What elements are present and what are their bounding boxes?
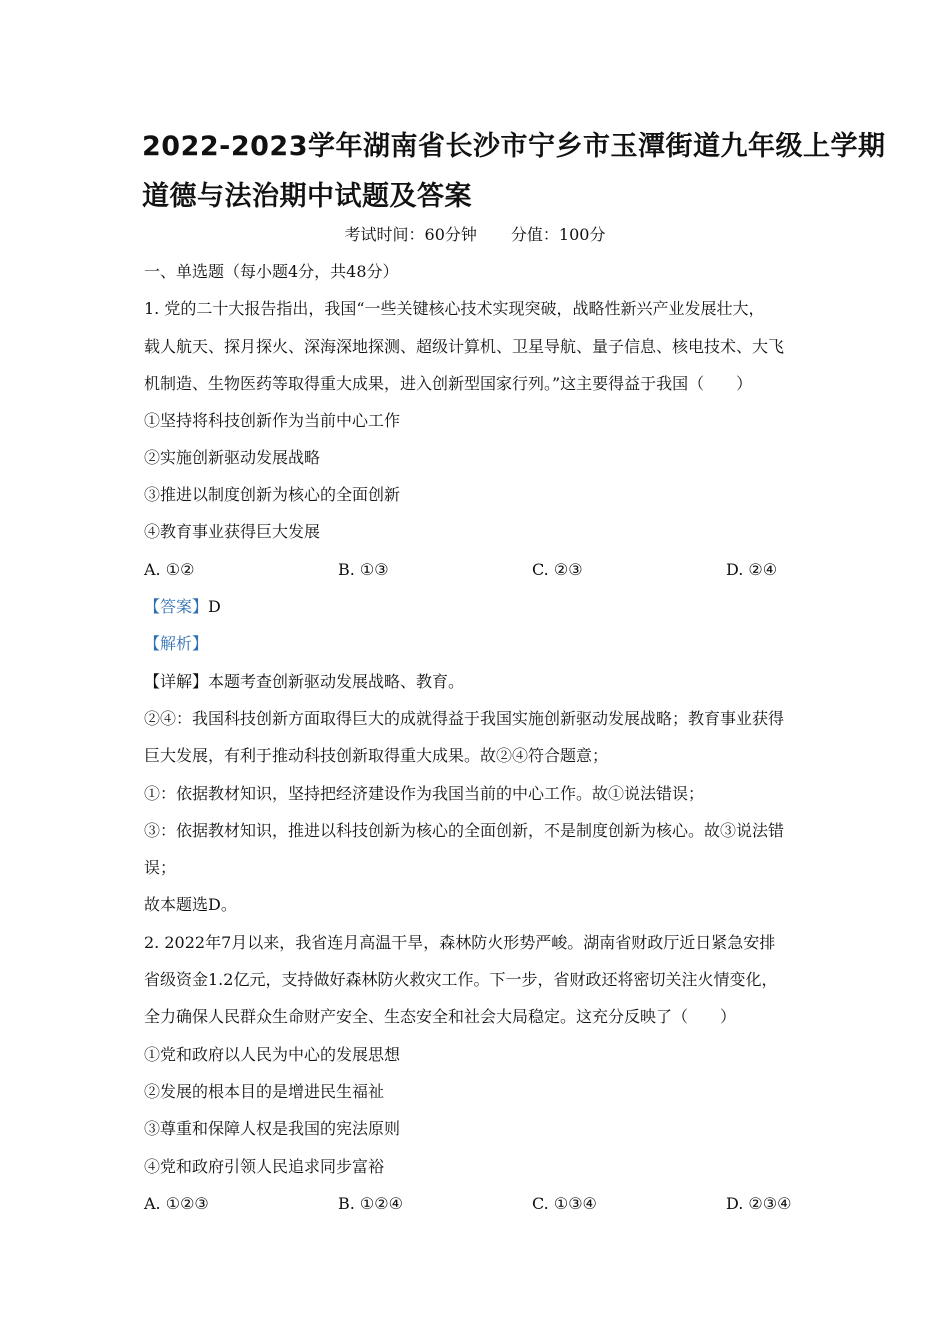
q2-statement: ③尊重和保障人权是我国的宪法原则 xyxy=(144,1119,401,1138)
analysis-tag: 【解析】 xyxy=(144,634,209,653)
q1-explanation-line: ①：依据教材知识，坚持把经济建设作为我国当前的中心工作。故①说法错误； xyxy=(144,784,705,803)
q2-stem-line: 全力确保人民群众生命财产安全、生态安全和社会大局稳定。这充分反映了（ ） xyxy=(144,1007,737,1026)
q2-option-c: C. ①③④ xyxy=(532,1194,597,1213)
q2-option-d: D. ②③④ xyxy=(726,1194,792,1213)
q1-explanation-line: ③：依据教材知识，推进以科技创新为核心的全面创新，不是制度创新为核心。故③说法错 xyxy=(144,821,785,840)
q2-statement: ②发展的根本目的是增进民生福祉 xyxy=(144,1082,385,1101)
q1-explanation-line: 故本题选D。 xyxy=(144,895,237,914)
detail-tag: 【详解】 xyxy=(144,672,209,691)
q1-explanation-line: 误； xyxy=(144,858,177,877)
section-heading: 一、单选题（每小题4分，共48分） xyxy=(144,262,399,281)
q1-analysis xyxy=(144,634,208,654)
answer-value: D xyxy=(208,597,221,616)
detail-text: 本题考查创新驱动发展战略、教育。 xyxy=(208,672,465,691)
answer-tag: 【答案】 xyxy=(144,597,209,616)
q2-option-b: B. ①②④ xyxy=(338,1194,403,1213)
q1-option-b: B. ①③ xyxy=(338,560,389,579)
exam-time: 考试时间：60分钟 xyxy=(344,225,477,244)
q1-stem-line: 机制造、生物医药等取得重大成果，进入创新型国家行列。”这主要得益于我国（ ） xyxy=(144,374,753,393)
q2-statement: ①党和政府以人民为中心的发展思想 xyxy=(144,1045,401,1064)
q1-detail xyxy=(144,672,464,692)
q1-option-c: C. ②③ xyxy=(532,560,583,579)
exam-score: 分值：100分 xyxy=(510,225,606,244)
document-title-line-1: 2022-2023学年湖南省长沙市宁乡市玉潭街道九年级上学期 xyxy=(142,131,886,162)
q2-stem-line: 2. 2022年7月以来，我省连月高温干旱，森林防火形势严峻。湖南省财政厅近日紧急安排 xyxy=(144,933,776,952)
exam-info xyxy=(0,225,950,245)
q1-statement: ④教育事业获得巨大发展 xyxy=(144,522,321,541)
document-title-line-2: 道德与法治期中试题及答案 xyxy=(142,181,472,212)
q2-statement: ④党和政府引领人民追求同步富裕 xyxy=(144,1157,385,1176)
q1-stem-line: 载人航天、探月探火、深海深地探测、超级计算机、卫星导航、量子信息、核电技术、大飞 xyxy=(144,337,785,356)
q1-option-a: A. ①② xyxy=(144,560,195,579)
q1-explanation-line: 巨大发展，有利于推动科技创新取得重大成果。故②④符合题意； xyxy=(144,746,609,765)
q1-statement: ②实施创新驱动发展战略 xyxy=(144,448,321,467)
q1-stem-line: 1. 党的二十大报告指出，我国“一些关键核心技术实现突破，战略性新兴产业发展壮大， xyxy=(144,299,765,318)
q2-option-a: A. ①②③ xyxy=(144,1194,209,1213)
q1-statement: ①坚持将科技创新作为当前中心工作 xyxy=(144,411,401,430)
q1-answer xyxy=(144,597,221,617)
q2-stem-line: 省级资金1.2亿元，支持做好森林防火救灾工作。下一步，省财政还将密切关注火情变化， xyxy=(144,970,778,989)
q1-option-d: D. ②④ xyxy=(726,560,778,579)
q1-statement: ③推进以制度创新为核心的全面创新 xyxy=(144,485,401,504)
q1-explanation-line: ②④：我国科技创新方面取得巨大的成就得益于我国实施创新驱动发展战略；教育事业获得 xyxy=(144,709,785,728)
